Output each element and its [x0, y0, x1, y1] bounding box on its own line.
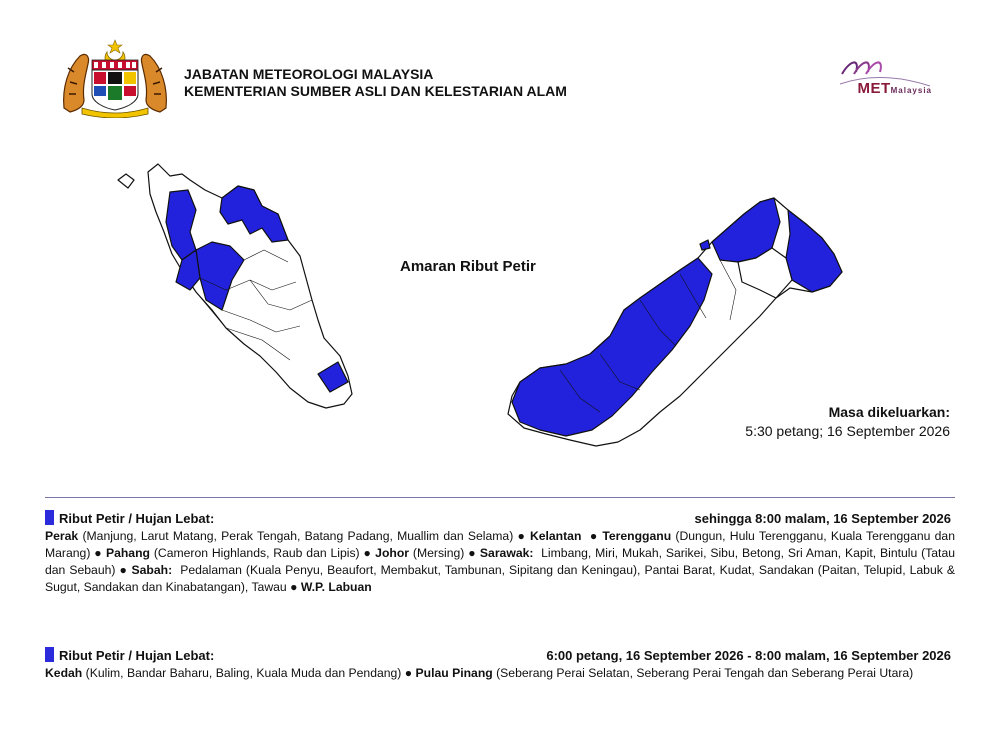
agency-name: [184, 66, 567, 100]
warning-category: Ribut Petir / Hujan Lebat:: [59, 511, 215, 526]
met-logo-main: MET: [857, 80, 891, 97]
state-areas: (Mersing): [412, 546, 465, 560]
warning-category: Ribut Petir / Hujan Lebat:: [59, 648, 215, 663]
section-divider: [45, 497, 955, 498]
issued-label: Masa dikeluarkan:: [828, 404, 950, 420]
state-areas: Pedalaman (Kuala Penyu, Beaufort, Membakut, Tambunan, Sipitang dan Keningau), Pantai Barat, Kudat, Sandakan (Paitan, Telupid, Labuk & Sugut, Sandakan dan Kinabatangan), Tawau: [45, 563, 955, 594]
state-name: Sarawak:: [479, 546, 534, 560]
state-name: Pahang: [105, 546, 150, 560]
met-logo-sub: Malaysia: [890, 86, 932, 95]
state-areas: (Kulim, Bandar Baharu, Baling, Kuala Muda dan Pendang): [85, 666, 402, 680]
warning-areas: Kedah (Kulim, Bandar Baharu, Baling, Kuala Muda dan Pendang) ● Pulau Pinang (Seberang Perai Selatan, Seberang Perai Tengah dan Seberang Perai Utara): [45, 666, 914, 680]
met-malaysia-logo-text: [857, 80, 932, 97]
warning-areas: Perak (Manjung, Larut Matang, Perak Tengah, Batang Padang, Muallim dan Selama) ● Kelantan ● Terengganu (Dungun, Hulu Terengganu, Kuala Terengganu dan Marang) ● Pahang (Cameron Highlands, Raub dan Lipis) ● Johor (Mersing) ● Sarawak: Limbang, Miri, Mukah, Sarikei, Sibu, Betong, Sri Aman, Kapit, Bintulu (Tatau dan Sebauh) ● Sabah: Pedalaman (Kuala Penyu, Beaufort, Membakut, Tambunan, Sipitang dan Keningau), Pantai Barat, Kudat, Sandakan (Paitan, Telupid, Labuk & Sugut, Sandakan dan Kinabatangan), Tawau ● W.P. Labuan: [45, 529, 955, 594]
state-areas: (Manjung, Larut Matang, Perak Tengah, Batang Padang, Muallim dan Selama): [82, 529, 514, 543]
warning-marker-icon: [45, 647, 54, 662]
header: [60, 38, 940, 118]
island-labuan: [700, 240, 710, 250]
coat-of-arms-icon: [60, 38, 170, 118]
state-areas: (Cameron Highlands, Raub dan Lipis): [153, 546, 360, 560]
warning-header: [45, 647, 955, 665]
agency-line-1: JABATAN METEOROLOGI MALAYSIA: [184, 66, 434, 82]
warning-period: sehingga 8:00 malam, 16 September 2026: [694, 511, 951, 526]
island-langkawi: [118, 174, 134, 188]
issued-time: 5:30 petang; 16 September 2026: [745, 423, 950, 439]
warning-marker-icon: [45, 510, 54, 525]
warning-block-2: [45, 647, 955, 682]
issued-time-block: [745, 403, 950, 441]
map-title: Amaran Ribut Petir: [400, 258, 536, 275]
state-name: Johor: [375, 546, 410, 560]
state-name: Kedah: [45, 666, 83, 680]
state-name: Terengganu: [602, 529, 672, 543]
state-areas: Limbang, Miri, Mukah, Sarikei, Sibu, Betong, Sri Aman, Kapit, Bintulu (Tatau dan Sebauh): [45, 546, 955, 577]
warning-period: 6:00 petang, 16 September 2026 - 8:00 malam, 16 September 2026: [546, 648, 951, 663]
state-areas: (Dungun, Hulu Terengganu, Kuala Terengganu dan Marang): [45, 529, 955, 560]
warning-block-1: [45, 510, 955, 596]
state-name: W.P. Labuan: [300, 580, 372, 594]
state-areas: (Seberang Perai Selatan, Seberang Perai Tengah dan Seberang Perai Utara): [496, 666, 914, 680]
warning-header: [45, 510, 955, 528]
state-name: Perak: [45, 529, 79, 543]
state-name: Pulau Pinang: [415, 666, 493, 680]
agency-line-2: KEMENTERIAN SUMBER ASLI DAN KELESTARIAN ALAM: [184, 83, 567, 99]
region-sabah-east: [786, 210, 842, 292]
state-name: Sabah:: [131, 563, 173, 577]
state-name: Kelantan: [529, 529, 582, 543]
